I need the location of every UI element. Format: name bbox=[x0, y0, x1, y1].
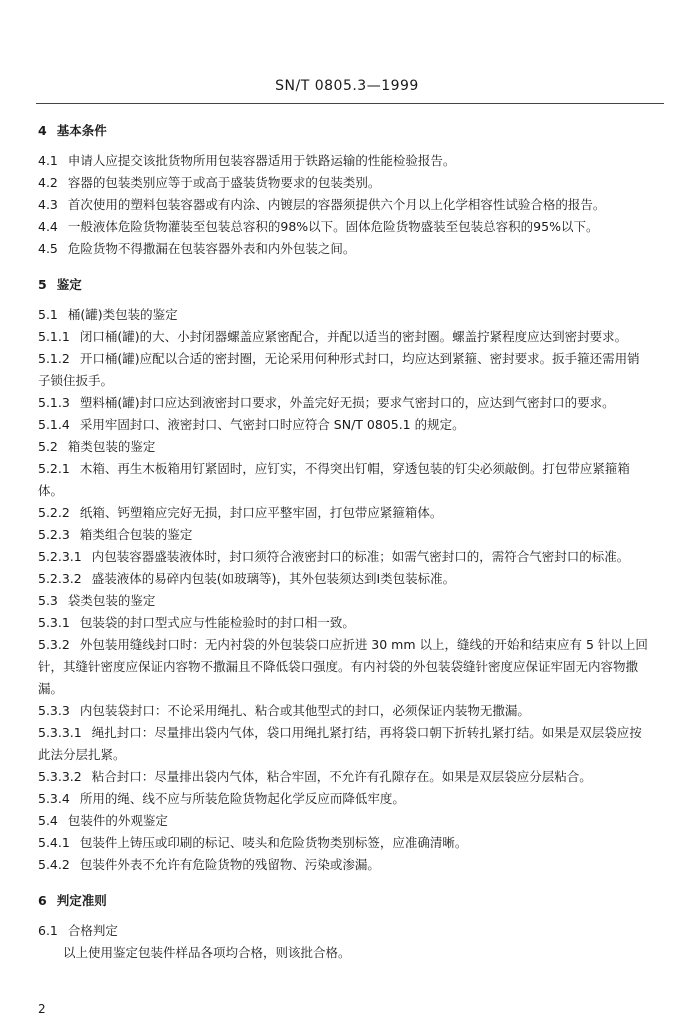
clause-5-3-1: 5.3.1 包装袋的封口型式应与性能检验时的封口相一致。 bbox=[38, 615, 355, 630]
clause-5-3-3: 5.3.3 内包装袋封口：不论采用绳扎、粘合或其他型式的封口，必须保证内装物无撒漏。 bbox=[38, 703, 530, 718]
section-title: 基本条件 bbox=[56, 123, 107, 138]
clause-5-2: 5.2 箱类包装的鉴定 bbox=[38, 439, 156, 454]
section-heading-4 bbox=[38, 120, 650, 142]
clause-5-4-2: 5.4.2 包装件外表不允许有危险货物的残留物、污染或渗漏。 bbox=[38, 857, 380, 872]
clause-5-1-3: 5.1.3 塑料桶(罐)封口应达到液密封口要求，外盖完好无损；要求气密封口的，应达到气密封口的要求。 bbox=[38, 395, 615, 410]
clause-6-1: 6.1 合格判定 bbox=[38, 923, 118, 938]
clause-5-2-3-1: 5.2.3.1 内包装容器盛装液体时，封口须符合液密封口的标准；如需气密封口的，需符合气密封口的标准。 bbox=[38, 549, 630, 564]
standard-code-header: SN/T 0805.3—1999 bbox=[275, 78, 419, 94]
clause-5-1-4: 5.1.4 采用牢固封口、液密封口、气密封口时应符合 SN/T 0805.1 的规定。 bbox=[38, 417, 465, 432]
clause-5-2-3: 5.2.3 箱类组合包装的鉴定 bbox=[38, 527, 193, 542]
section-heading-5 bbox=[38, 274, 650, 296]
clause-4-3: 4.3 首次使用的塑料包装容器或有内涂、内镀层的容器须提供六个月以上化学相容性试验合格的报告。 bbox=[38, 197, 606, 212]
clause-5-1-1: 5.1.1 闭口桶(罐)的大、小封闭器螺盖应紧密配合，并配以适当的密封圈。螺盖拧紧程度应达到密封要求。 bbox=[38, 329, 628, 344]
clause-5-2-3-2: 5.2.3.2 盛装液体的易碎内包装(如玻璃等)，其外包装须达到Ⅰ类包装标准。 bbox=[38, 571, 456, 586]
clause-5-3-4: 5.3.4 所用的绳、线不应与所装危险货物起化学反应而降低牢度。 bbox=[38, 791, 405, 806]
clause-5-4: 5.4 包装件的外观鉴定 bbox=[38, 813, 168, 828]
clause-5-3-2: 5.3.2 外包装用缝线封口时：无内衬袋的外包装袋口应折进 30 mm 以上，缝线的开始和结束应有 5 针以上回针，其缝针密度应保证内容物不撒漏且不降低袋口强度。有内衬袋的外包装袋缝针密度应保证牢固无内容物撒漏。 bbox=[38, 637, 648, 696]
section-title: 鉴定 bbox=[56, 277, 82, 292]
document-body bbox=[38, 120, 650, 964]
section-number: 5 bbox=[38, 277, 47, 292]
clause-5-3-3-2: 5.3.3.2 粘合封口：尽量排出袋内气体，粘合牢固，不允许有孔隙存在。如果是双层袋应分层粘合。 bbox=[38, 769, 592, 784]
clause-4-4: 4.4 一般液体危险货物灌装至包装总容积的98%以下。固体危险货物盛装至包装总容积的95%以下。 bbox=[38, 219, 599, 234]
clause-5-2-2: 5.2.2 纸箱、钙塑箱应完好无损，封口应平整牢固，打包带应紧箍箱体。 bbox=[38, 505, 443, 520]
clause-5-4-1: 5.4.1 包装件上铸压或印刷的标记、唛头和危险货物类别标签，应准确清晰。 bbox=[38, 835, 468, 850]
clause-5-1: 5.1 桶(罐)类包装的鉴定 bbox=[38, 307, 178, 322]
clause-5-1-2: 5.1.2 开口桶(罐)应配以合适的密封圈，无论采用何种形式封口，均应达到紧箍、密封要求。扳手箍还需用销子锁住扳手。 bbox=[38, 351, 640, 388]
section-number: 4 bbox=[38, 123, 47, 138]
clause-6-1-paragraph: 以上使用鉴定包装件样品各项均合格，则该批合格。 bbox=[63, 945, 351, 960]
section-number: 6 bbox=[38, 893, 47, 908]
clause-4-1: 4.1 申请人应提交该批货物所用包装容器适用于铁路运输的性能检验报告。 bbox=[38, 153, 456, 168]
clause-5-3-3-1: 5.3.3.1 绳扎封口：尽量排出袋内气体，袋口用绳扎紧打结，再将袋口朝下折转扎紧打结。如果是双层袋应按此法分层扎紧。 bbox=[38, 725, 642, 762]
page-number: 2 bbox=[38, 1002, 46, 1016]
section-title: 判定准则 bbox=[56, 893, 107, 908]
section-heading-6 bbox=[38, 890, 650, 912]
clause-5-3: 5.3 袋类包装的鉴定 bbox=[38, 593, 156, 608]
clause-5-2-1: 5.2.1 木箱、再生木板箱用钉紧固时，应钉实，不得突出钉帽，穿透包装的钉尖必须敲倒。打包带应紧箍箱体。 bbox=[38, 461, 630, 498]
header-divider bbox=[36, 103, 664, 104]
clause-4-5: 4.5 危险货物不得撒漏在包装容器外表和内外包装之间。 bbox=[38, 241, 356, 256]
clause-4-2: 4.2 容器的包装类别应等于或高于盛装货物要求的包装类别。 bbox=[38, 175, 381, 190]
